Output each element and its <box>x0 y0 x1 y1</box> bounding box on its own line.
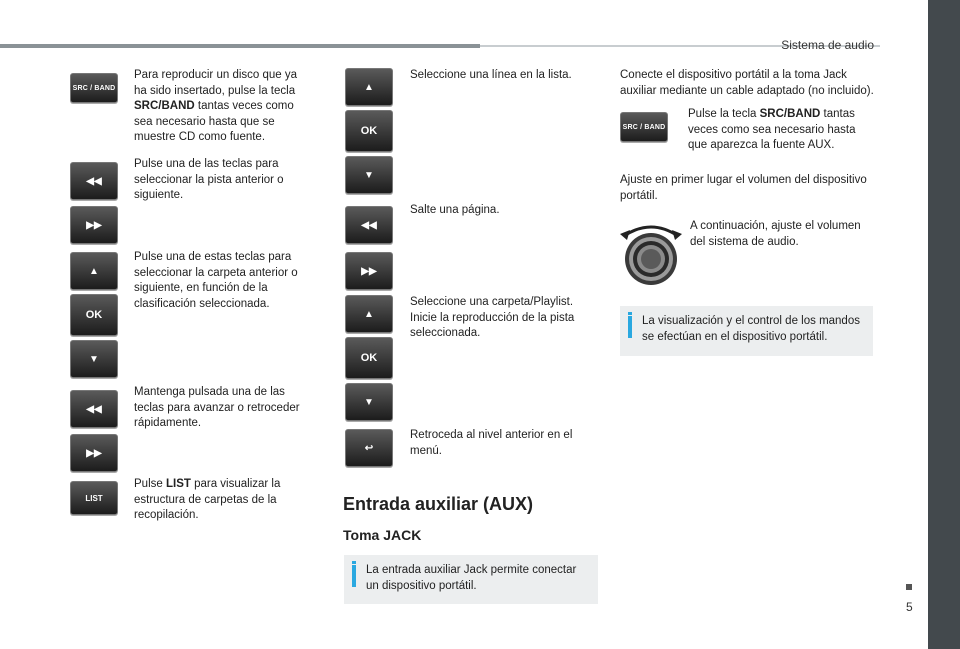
next-key-icon: ▶▶ <box>70 206 118 244</box>
col2-paragraph-3: Seleccione una carpeta/Playlist. Inicie la reproducción de la pista seleccionada. <box>410 296 575 339</box>
info-icon <box>352 565 356 587</box>
section-title: Entrada auxiliar (AUX) <box>343 494 534 514</box>
volume-knob-icon <box>618 218 684 286</box>
info-text-controls: La visualización y el control de los mandos se efectúan en el dispositivo portátil. <box>642 315 860 343</box>
down-key-icon-2: ▼ <box>345 156 393 194</box>
header-title: Sistema de audio <box>781 38 874 52</box>
back-key-icon: ↩ <box>345 429 393 467</box>
up-key-icon: ▲ <box>70 252 118 290</box>
col3-paragraph-4: A continuación, ajuste el volumen del sistema de audio. <box>690 220 861 248</box>
ok-key-icon-3: OK <box>345 337 393 379</box>
col3-paragraph-1: Conecte el dispositivo portátil a la toma Jack auxiliar mediante un cable adaptado (no incluido). <box>620 69 874 97</box>
col3-paragraph-2: Pulse la tecla SRC/BAND tantas veces como sea necesario hasta que aparezca la fuente AUX. <box>688 108 856 151</box>
col2-paragraph-2: Salte una página. <box>410 204 500 216</box>
prev-key-icon: ◀◀ <box>70 162 118 200</box>
page-back-key-icon: ◀◀ <box>345 206 393 244</box>
rewind-key-icon: ◀◀ <box>70 390 118 428</box>
col1-paragraph-3: Pulse una de estas teclas para seleccionar la carpeta anterior o siguiente, en función de la clasificación seleccionada. <box>134 251 298 310</box>
col1-paragraph-5: Pulse LIST para visualizar la estructura de carpetas de la recopilación. <box>134 478 281 521</box>
ok-key-icon: OK <box>70 294 118 336</box>
col2-paragraph-1: Seleccione una línea en la lista. <box>410 69 572 81</box>
up-key-icon-2: ▲ <box>345 68 393 106</box>
continue-marker <box>906 584 912 590</box>
info-icon-2 <box>628 316 632 338</box>
col1-paragraph-1: Para reproducir un disco que ya ha sido insertado, pulse la tecla SRC/BAND tantas veces como sea necesario hasta que se muestre CD como fuente. <box>134 69 298 143</box>
up-key-icon-3: ▲ <box>345 295 393 333</box>
col3-paragraph-3: Ajuste en primer lugar el volumen del dispositivo portátil. <box>620 174 867 202</box>
sub-title: Toma JACK <box>343 527 422 543</box>
info-box-jack <box>344 555 598 604</box>
col1-paragraph-2: Pulse una de las teclas para seleccionar la pista anterior o siguiente. <box>134 158 284 201</box>
down-key-icon: ▼ <box>70 340 118 378</box>
src-band-key-icon-2: SRC / BAND <box>620 112 668 142</box>
down-key-icon-3: ▼ <box>345 383 393 421</box>
page-number: 5 <box>906 600 913 614</box>
src-band-key-icon: SRC / BAND <box>70 73 118 103</box>
info-text-jack: La entrada auxiliar Jack permite conectar un dispositivo portátil. <box>366 564 577 592</box>
info-box-controls <box>620 306 873 356</box>
col2-paragraph-4: Retroceda al nivel anterior en el menú. <box>410 429 573 457</box>
forward-key-icon: ▶▶ <box>70 434 118 472</box>
list-key-icon: LIST <box>70 481 118 515</box>
header-rule-dark <box>0 44 480 48</box>
page-forward-key-icon: ▶▶ <box>345 252 393 290</box>
col1-paragraph-4: Mantenga pulsada una de las teclas para avanzar o retroceder rápidamente. <box>134 386 300 429</box>
side-strip <box>928 0 960 649</box>
ok-key-icon-2: OK <box>345 110 393 152</box>
